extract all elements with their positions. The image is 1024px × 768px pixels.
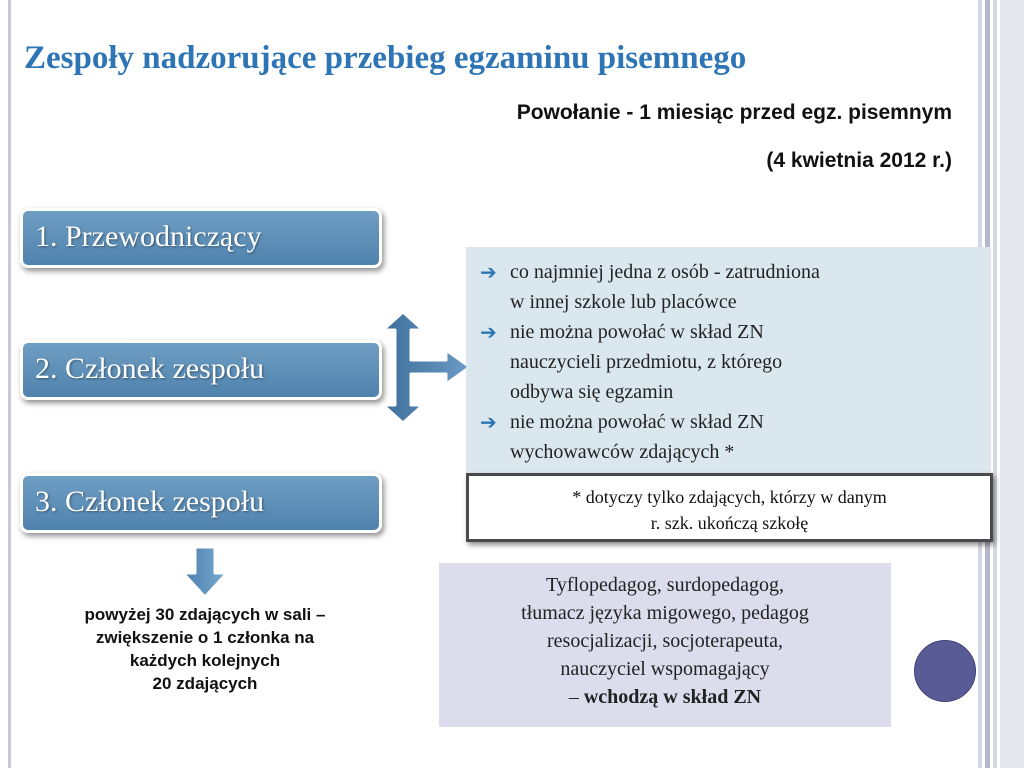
- list-item: [480, 407, 981, 467]
- specialists-emphasis: wchodzą w skład ZN: [583, 686, 762, 708]
- role-box-member-2: 2. Członek zespołu: [20, 340, 382, 400]
- arrow-right-icon: ➔: [480, 410, 497, 434]
- rule-text: wychowawców zdających *: [510, 441, 735, 463]
- extension-line: każdych kolejnych: [129, 651, 281, 670]
- role-box-chairman: 1. Przewodniczący: [20, 208, 382, 268]
- rule-text: w innej szkole lub placówce: [510, 291, 737, 313]
- specialists-line: Tyflopedagog, surdopedagog,: [546, 574, 784, 596]
- subtitle-appointment: Powołanie - 1 miesiąc przed egz. pisemnym: [516, 101, 952, 124]
- extension-rule-text: [30, 603, 380, 695]
- decor-circle: [914, 640, 976, 702]
- extension-line: 20 zdających: [152, 674, 258, 693]
- rule-text: nauczycieli przedmiotu, z którego: [510, 351, 783, 373]
- rule-text: nie można powołać w skład ZN: [510, 411, 764, 433]
- rules-panel: [466, 247, 991, 475]
- rule-text: nie można powołać w skład ZN: [510, 321, 764, 343]
- extension-line: zwiększenie o 1 członka na: [95, 628, 315, 647]
- specialists-box: [439, 563, 891, 727]
- specialists-line: nauczyciel wspomagający: [560, 658, 770, 680]
- slide-title: Zespoły nadzorujące przebieg egzaminu pisemnego: [24, 40, 747, 76]
- arrow-right-icon: ➔: [480, 320, 497, 344]
- specialists-line: resocjalizacji, socjoterapeuta,: [547, 630, 783, 652]
- extension-line: powyżej 30 zdających w sali –: [84, 605, 326, 624]
- list-item: [480, 257, 981, 317]
- footnote-box: [466, 473, 993, 542]
- slide-frame-left-line: [8, 0, 11, 768]
- decor-stripe: [1000, 0, 1024, 768]
- rule-text: co najmniej jedna z osób - zatrudniona: [510, 261, 820, 283]
- role-box-member-3: 3. Członek zespołu: [20, 473, 382, 533]
- specialists-line: tłumacz języka migowego, pedagog: [521, 602, 809, 624]
- rule-text: odbywa się egzamin: [510, 381, 674, 403]
- subtitle-date: (4 kwietnia 2012 r.): [766, 149, 952, 172]
- down-arrow-icon: [180, 545, 230, 600]
- decor-stripe: [993, 0, 997, 768]
- footnote-text: * dotyczy tylko zdających, którzy w danym: [572, 487, 887, 507]
- footnote-text: r. szk. ukończą szkołę: [650, 513, 809, 533]
- specialists-dash: –: [568, 686, 584, 708]
- arrow-right-icon: ➔: [480, 260, 497, 284]
- list-item: [480, 317, 981, 407]
- bracket-arrow-icon: [378, 310, 473, 425]
